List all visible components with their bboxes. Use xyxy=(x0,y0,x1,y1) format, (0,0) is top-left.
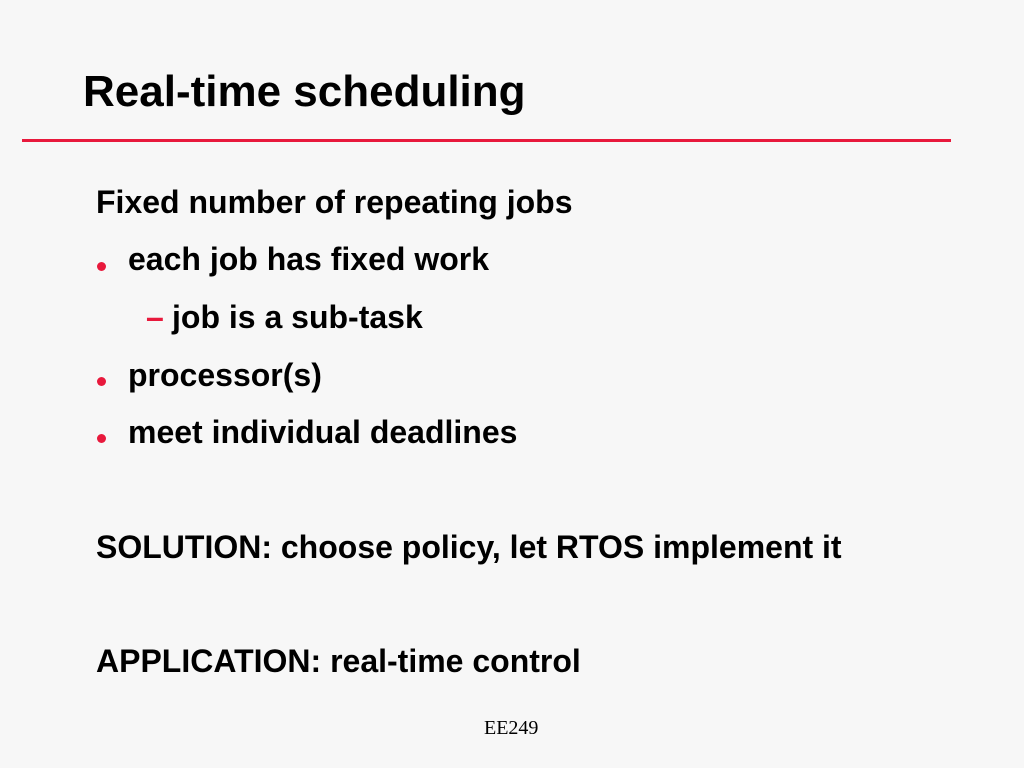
title-divider xyxy=(22,139,951,142)
bullet-item: meet individual deadlines xyxy=(128,414,518,450)
solution-text: SOLUTION: choose policy, let RTOS implement it xyxy=(96,529,842,565)
bullet-dot-icon xyxy=(97,434,106,443)
footer-label: EE249 xyxy=(484,717,539,739)
bullet-dot-icon xyxy=(97,377,106,386)
sub-bullet-item: job is a sub-task xyxy=(172,299,423,335)
bullet-dot-icon xyxy=(97,262,106,271)
lead-text: Fixed number of repeating jobs xyxy=(96,184,573,220)
dash-marker-icon: – xyxy=(146,299,164,335)
application-text: APPLICATION: real-time control xyxy=(96,643,581,679)
bullet-item: each job has fixed work xyxy=(128,241,489,277)
slide-title: Real-time scheduling xyxy=(83,67,526,116)
bullet-item: processor(s) xyxy=(128,357,322,393)
